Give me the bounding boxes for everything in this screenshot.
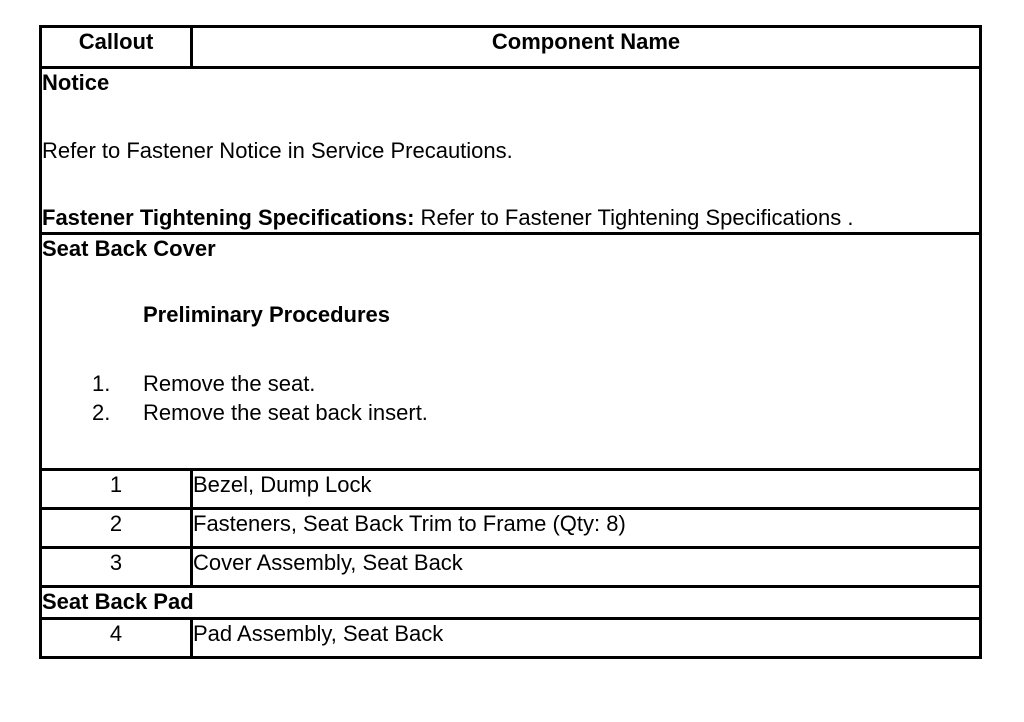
table-row bbox=[41, 509, 981, 548]
callout-cell: 4 bbox=[41, 619, 192, 658]
component-name-cell: Fasteners, Seat Back Trim to Frame (Qty: 8) bbox=[192, 509, 981, 548]
spec-label: Fastener Tightening Specifications: bbox=[42, 205, 415, 230]
table-row bbox=[41, 470, 981, 509]
procedure-steps bbox=[42, 369, 979, 427]
header-row bbox=[41, 27, 981, 68]
procedure-step bbox=[42, 369, 979, 398]
step-number: 2. bbox=[92, 400, 111, 425]
component-name-cell: Bezel, Dump Lock bbox=[192, 470, 981, 509]
step-text: Remove the seat. bbox=[143, 371, 316, 396]
notice-row bbox=[41, 68, 981, 234]
spec-text: Refer to Fastener Tightening Specifications . bbox=[414, 205, 854, 230]
callout-cell: 3 bbox=[41, 548, 192, 587]
procedure-step bbox=[42, 398, 979, 427]
seat-back-pad-title: Seat Back Pad bbox=[41, 587, 981, 619]
callout-header: Callout bbox=[41, 27, 192, 68]
spec-line bbox=[42, 204, 979, 232]
step-number: 1. bbox=[92, 371, 111, 396]
preliminary-procedures-heading: Preliminary Procedures bbox=[143, 302, 391, 327]
callout-cell: 2 bbox=[41, 509, 192, 548]
notice-title: Notice bbox=[42, 70, 110, 95]
seat-back-pad-row bbox=[41, 587, 981, 619]
step-text: Remove the seat back insert. bbox=[143, 400, 428, 425]
component-name-cell: Cover Assembly, Seat Back bbox=[192, 548, 981, 587]
component-name-cell: Pad Assembly, Seat Back bbox=[192, 619, 981, 658]
parts-table bbox=[39, 25, 982, 659]
table-row bbox=[41, 548, 981, 587]
seat-back-cover-title: Seat Back Cover bbox=[42, 236, 216, 261]
callout-cell: 1 bbox=[41, 470, 192, 509]
component-name-header: Component Name bbox=[192, 27, 981, 68]
seat-back-cover-row bbox=[41, 234, 981, 470]
seat-back-cover-cell bbox=[41, 234, 981, 470]
notice-text: Refer to Fastener Notice in Service Precautions. bbox=[42, 138, 513, 163]
notice-cell bbox=[41, 68, 981, 234]
table-row bbox=[41, 619, 981, 658]
